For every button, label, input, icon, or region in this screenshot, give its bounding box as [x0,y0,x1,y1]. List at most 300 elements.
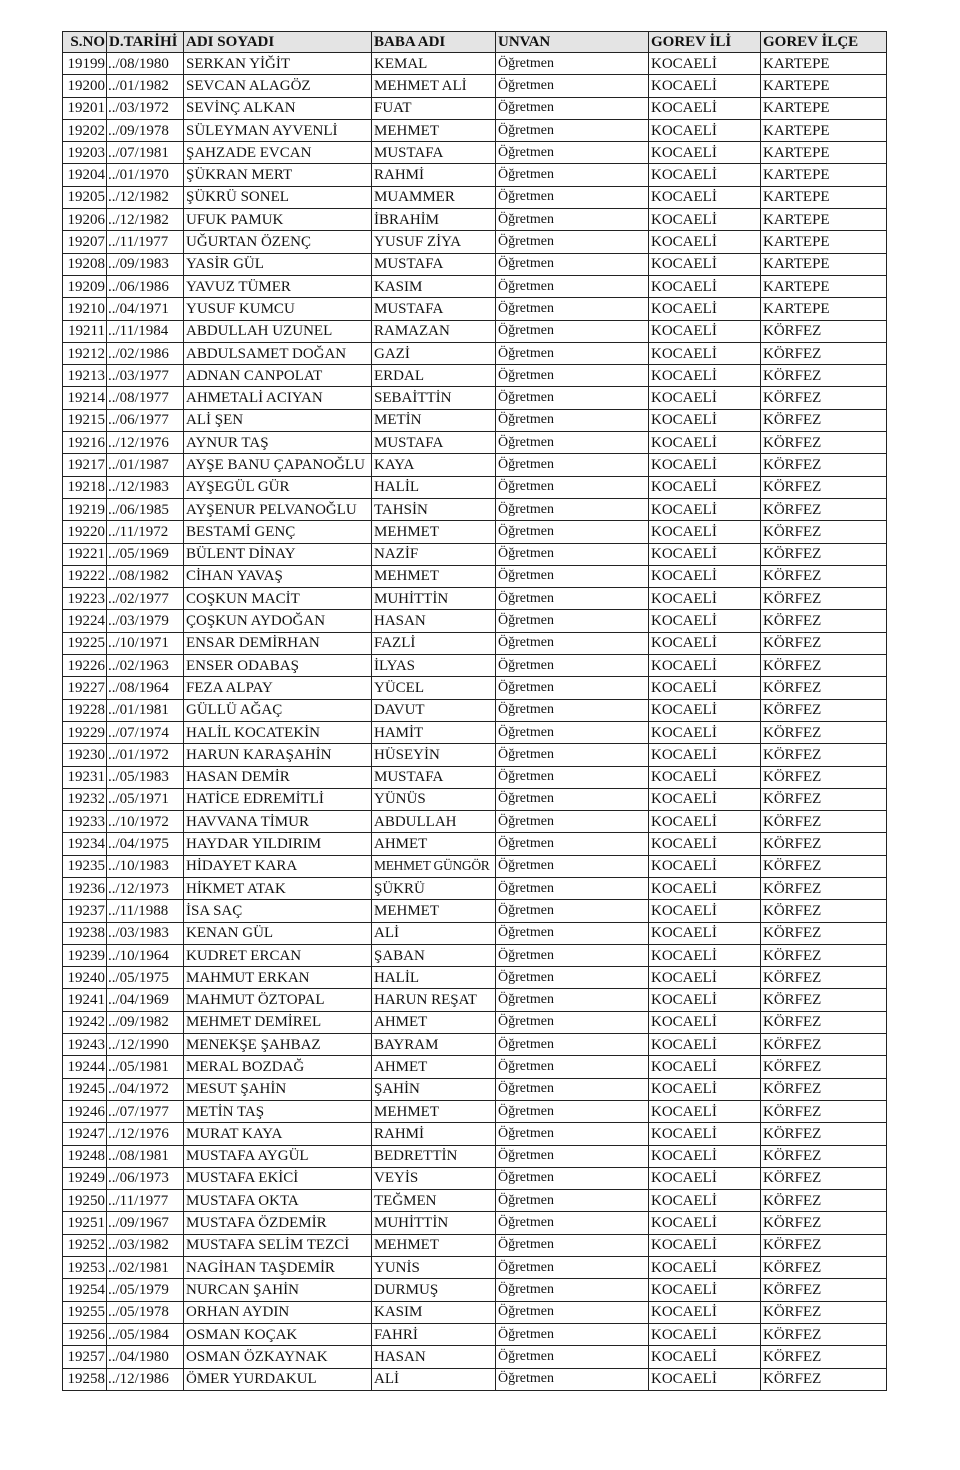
table-row [63,1100,887,1122]
table-row [63,1279,887,1301]
cell-province: KOCAELİ [649,432,761,454]
cell-birth-date: ../02/1977 [107,588,184,610]
cell-district: KARTEPE [761,164,887,186]
cell-father-name: AHMET [372,1011,496,1033]
cell-birth-date: ../04/1980 [107,1346,184,1368]
cell-sno: 19247 [63,1123,107,1145]
table-row [63,632,887,654]
cell-title: Öğretmen [496,275,649,297]
cell-father-name: DURMUŞ [372,1279,496,1301]
cell-district: KÖRFEZ [761,588,887,610]
cell-title: Öğretmen [496,788,649,810]
cell-province: KOCAELİ [649,967,761,989]
table-row [63,1034,887,1056]
cell-father-name: MEHMET GÜNGÖR [372,855,496,877]
cell-sno: 19224 [63,610,107,632]
cell-father-name: ERDAL [372,365,496,387]
cell-district: KÖRFEZ [761,833,887,855]
cell-father-name: RAHMİ [372,1123,496,1145]
cell-birth-date: ../08/1982 [107,565,184,587]
cell-title: Öğretmen [496,342,649,364]
cell-sno: 19254 [63,1279,107,1301]
cell-district: KÖRFEZ [761,365,887,387]
cell-title: Öğretmen [496,454,649,476]
cell-name: YAVUZ TÜMER [184,275,372,297]
cell-name: AYNUR TAŞ [184,432,372,454]
cell-birth-date: ../02/1981 [107,1257,184,1279]
cell-province: KOCAELİ [649,1100,761,1122]
cell-district: KÖRFEZ [761,565,887,587]
cell-title: Öğretmen [496,655,649,677]
cell-father-name: ALİ [372,1368,496,1390]
cell-father-name: DAVUT [372,699,496,721]
cell-birth-date: ../02/1986 [107,342,184,364]
cell-birth-date: ../01/1972 [107,744,184,766]
cell-birth-date: ../06/1986 [107,275,184,297]
cell-province: KOCAELİ [649,632,761,654]
cell-birth-date: ../12/1976 [107,1123,184,1145]
cell-father-name: METİN [372,409,496,431]
cell-birth-date: ../10/1964 [107,944,184,966]
cell-district: KÖRFEZ [761,1301,887,1323]
cell-district: KÖRFEZ [761,521,887,543]
cell-name: AYŞENUR PELVANOĞLU [184,498,372,520]
cell-province: KOCAELİ [649,811,761,833]
cell-title: Öğretmen [496,1212,649,1234]
cell-province: KOCAELİ [649,342,761,364]
cell-birth-date: ../06/1977 [107,409,184,431]
cell-title: Öğretmen [496,253,649,275]
cell-birth-date: ../12/1982 [107,186,184,208]
cell-father-name: KASIM [372,1301,496,1323]
cell-title: Öğretmen [496,409,649,431]
cell-title: Öğretmen [496,1301,649,1323]
table-row [63,766,887,788]
cell-district: KÖRFEZ [761,1011,887,1033]
cell-title: Öğretmen [496,164,649,186]
cell-name: ŞÜKRAN MERT [184,164,372,186]
cell-name: HAYDAR YILDIRIM [184,833,372,855]
cell-sno: 19237 [63,900,107,922]
cell-birth-date: ../04/1972 [107,1078,184,1100]
cell-father-name: ABDULLAH [372,811,496,833]
cell-sno: 19220 [63,521,107,543]
cell-title: Öğretmen [496,811,649,833]
cell-sno: 19229 [63,721,107,743]
cell-district: KÖRFEZ [761,655,887,677]
cell-sno: 19249 [63,1167,107,1189]
cell-district: KARTEPE [761,119,887,141]
table-row [63,543,887,565]
cell-name: ABDULLAH UZUNEL [184,320,372,342]
cell-father-name: KASIM [372,275,496,297]
cell-district: KÖRFEZ [761,387,887,409]
cell-name: ÖMER YURDAKUL [184,1368,372,1390]
cell-father-name: MEHMET [372,1100,496,1122]
cell-name: UĞURTAN ÖZENÇ [184,231,372,253]
cell-province: KOCAELİ [649,1257,761,1279]
table-row [63,53,887,75]
cell-father-name: MUHİTTİN [372,1212,496,1234]
personnel-table [62,31,887,1391]
cell-title: Öğretmen [496,922,649,944]
cell-sno: 19213 [63,365,107,387]
table-row [63,1323,887,1345]
cell-district: KÖRFEZ [761,476,887,498]
cell-name: AHMETALİ ACIYAN [184,387,372,409]
cell-sno: 19214 [63,387,107,409]
table-row [63,365,887,387]
cell-father-name: YÜNÜS [372,788,496,810]
cell-birth-date: ../12/1982 [107,209,184,231]
cell-title: Öğretmen [496,1346,649,1368]
table-row [63,521,887,543]
cell-title: Öğretmen [496,565,649,587]
cell-birth-date: ../08/1980 [107,53,184,75]
cell-title: Öğretmen [496,721,649,743]
cell-name: MESUT ŞAHİN [184,1078,372,1100]
cell-title: Öğretmen [496,1368,649,1390]
table-row [63,186,887,208]
cell-name: MAHMUT ERKAN [184,967,372,989]
cell-province: KOCAELİ [649,833,761,855]
cell-birth-date: ../03/1972 [107,97,184,119]
cell-father-name: GAZİ [372,342,496,364]
cell-birth-date: ../04/1971 [107,298,184,320]
cell-birth-date: ../10/1972 [107,811,184,833]
table-row [63,409,887,431]
cell-sno: 19256 [63,1323,107,1345]
cell-province: KOCAELİ [649,1279,761,1301]
cell-district: KÖRFEZ [761,498,887,520]
table-row [63,788,887,810]
cell-name: MURAT KAYA [184,1123,372,1145]
cell-title: Öğretmen [496,900,649,922]
cell-district: KARTEPE [761,142,887,164]
cell-sno: 19212 [63,342,107,364]
cell-district: KÖRFEZ [761,454,887,476]
cell-title: Öğretmen [496,855,649,877]
cell-title: Öğretmen [496,521,649,543]
cell-province: KOCAELİ [649,588,761,610]
cell-district: KÖRFEZ [761,632,887,654]
cell-birth-date: ../01/1987 [107,454,184,476]
cell-name: SÜLEYMAN AYVENLİ [184,119,372,141]
cell-title: Öğretmen [496,989,649,1011]
cell-birth-date: ../11/1977 [107,231,184,253]
cell-name: ŞAHZADE EVCAN [184,142,372,164]
table-row [63,811,887,833]
cell-sno: 19240 [63,967,107,989]
cell-name: MERAL BOZDAĞ [184,1056,372,1078]
cell-sno: 19226 [63,655,107,677]
cell-province: KOCAELİ [649,610,761,632]
cell-title: Öğretmen [496,1167,649,1189]
cell-district: KÖRFEZ [761,699,887,721]
cell-name: NAGİHAN TAŞDEMİR [184,1257,372,1279]
cell-sno: 19218 [63,476,107,498]
cell-birth-date: ../09/1982 [107,1011,184,1033]
cell-province: KOCAELİ [649,543,761,565]
cell-title: Öğretmen [496,142,649,164]
cell-sno: 19222 [63,565,107,587]
cell-province: KOCAELİ [649,209,761,231]
cell-father-name: MUSTAFA [372,766,496,788]
table-row [63,476,887,498]
cell-name: HAVVANA TİMUR [184,811,372,833]
cell-district: KARTEPE [761,209,887,231]
table-row [63,588,887,610]
cell-province: KOCAELİ [649,1123,761,1145]
cell-name: ALİ ŞEN [184,409,372,431]
cell-title: Öğretmen [496,699,649,721]
cell-title: Öğretmen [496,588,649,610]
cell-father-name: SEBAİTTİN [372,387,496,409]
cell-birth-date: ../05/1969 [107,543,184,565]
table-row [63,1368,887,1390]
cell-province: KOCAELİ [649,944,761,966]
cell-district: KÖRFEZ [761,1145,887,1167]
cell-title: Öğretmen [496,944,649,966]
cell-name: GÜLLÜ AĞAÇ [184,699,372,721]
cell-title: Öğretmen [496,877,649,899]
cell-name: BESTAMİ GENÇ [184,521,372,543]
cell-district: KÖRFEZ [761,900,887,922]
cell-father-name: AHMET [372,833,496,855]
cell-name: SEVCAN ALAGÖZ [184,75,372,97]
table-row [63,922,887,944]
cell-name: ENSER ODABAŞ [184,655,372,677]
cell-sno: 19236 [63,877,107,899]
cell-district: KÖRFEZ [761,409,887,431]
cell-province: KOCAELİ [649,1234,761,1256]
table-header-row [63,32,887,53]
cell-title: Öğretmen [496,1145,649,1167]
cell-father-name: TAHSİN [372,498,496,520]
cell-district: KARTEPE [761,186,887,208]
cell-name: ÇOŞKUN AYDOĞAN [184,610,372,632]
cell-name: NURCAN ŞAHİN [184,1279,372,1301]
cell-sno: 19243 [63,1034,107,1056]
cell-name: OSMAN ÖZKAYNAK [184,1346,372,1368]
cell-birth-date: ../04/1969 [107,989,184,1011]
table-row [63,432,887,454]
cell-title: Öğretmen [496,1100,649,1122]
cell-birth-date: ../03/1977 [107,365,184,387]
cell-father-name: MUSTAFA [372,432,496,454]
cell-birth-date: ../09/1967 [107,1212,184,1234]
cell-birth-date: ../12/1990 [107,1034,184,1056]
cell-name: AYŞEGÜL GÜR [184,476,372,498]
cell-birth-date: ../05/1984 [107,1323,184,1345]
cell-district: KÖRFEZ [761,1234,887,1256]
cell-province: KOCAELİ [649,320,761,342]
cell-district: KARTEPE [761,75,887,97]
cell-name: MEHMET DEMİREL [184,1011,372,1033]
cell-name: FEZA ALPAY [184,677,372,699]
table-row [63,231,887,253]
cell-name: MAHMUT ÖZTOPAL [184,989,372,1011]
header-sno: S.NO [63,32,107,53]
cell-title: Öğretmen [496,766,649,788]
cell-birth-date: ../11/1984 [107,320,184,342]
cell-sno: 19245 [63,1078,107,1100]
cell-sno: 19201 [63,97,107,119]
cell-title: Öğretmen [496,498,649,520]
cell-name: ENSAR DEMİRHAN [184,632,372,654]
cell-district: KÖRFEZ [761,944,887,966]
table-row [63,498,887,520]
cell-sno: 19257 [63,1346,107,1368]
table-row [63,164,887,186]
cell-province: KOCAELİ [649,521,761,543]
table-row [63,833,887,855]
header-district: GOREV İLÇE [761,32,887,53]
cell-title: Öğretmen [496,476,649,498]
cell-name: MUSTAFA SELİM TEZCİ [184,1234,372,1256]
cell-district: KARTEPE [761,253,887,275]
cell-birth-date: ../11/1988 [107,900,184,922]
cell-father-name: ŞABAN [372,944,496,966]
document-page [62,31,887,1391]
cell-name: OSMAN KOÇAK [184,1323,372,1345]
cell-province: KOCAELİ [649,989,761,1011]
cell-sno: 19221 [63,543,107,565]
cell-father-name: ŞAHİN [372,1078,496,1100]
cell-province: KOCAELİ [649,119,761,141]
cell-district: KÖRFEZ [761,1368,887,1390]
cell-father-name: MEHMET [372,119,496,141]
table-row [63,1212,887,1234]
cell-sno: 19216 [63,432,107,454]
table-row [63,342,887,364]
cell-sno: 19207 [63,231,107,253]
cell-father-name: MEHMET [372,900,496,922]
table-row [63,253,887,275]
cell-name: SERKAN YİĞİT [184,53,372,75]
table-body [63,53,887,1391]
cell-name: MUSTAFA ÖZDEMİR [184,1212,372,1234]
cell-province: KOCAELİ [649,1167,761,1189]
cell-title: Öğretmen [496,97,649,119]
cell-father-name: BEDRETTİN [372,1145,496,1167]
cell-father-name: MEHMET [372,565,496,587]
cell-province: KOCAELİ [649,142,761,164]
cell-father-name: HALİL [372,967,496,989]
cell-province: KOCAELİ [649,1323,761,1345]
cell-birth-date: ../05/1975 [107,967,184,989]
cell-sno: 19210 [63,298,107,320]
cell-birth-date: ../12/1976 [107,432,184,454]
cell-district: KÖRFEZ [761,342,887,364]
cell-province: KOCAELİ [649,454,761,476]
cell-province: KOCAELİ [649,186,761,208]
cell-province: KOCAELİ [649,788,761,810]
table-row [63,1145,887,1167]
cell-birth-date: ../03/1983 [107,922,184,944]
cell-province: KOCAELİ [649,275,761,297]
cell-birth-date: ../08/1964 [107,677,184,699]
cell-province: KOCAELİ [649,164,761,186]
cell-birth-date: ../07/1974 [107,721,184,743]
cell-title: Öğretmen [496,744,649,766]
cell-district: KÖRFEZ [761,744,887,766]
cell-birth-date: ../07/1977 [107,1100,184,1122]
cell-sno: 19232 [63,788,107,810]
table-row [63,699,887,721]
cell-title: Öğretmen [496,1034,649,1056]
cell-birth-date: ../05/1971 [107,788,184,810]
cell-father-name: İLYAS [372,655,496,677]
cell-father-name: MUHİTTİN [372,588,496,610]
cell-name: KUDRET ERCAN [184,944,372,966]
cell-sno: 19244 [63,1056,107,1078]
cell-district: KÖRFEZ [761,967,887,989]
cell-province: KOCAELİ [649,1011,761,1033]
cell-name: HİKMET ATAK [184,877,372,899]
cell-province: KOCAELİ [649,1190,761,1212]
cell-sno: 19228 [63,699,107,721]
cell-sno: 19219 [63,498,107,520]
cell-title: Öğretmen [496,298,649,320]
cell-birth-date: ../11/1977 [107,1190,184,1212]
cell-title: Öğretmen [496,610,649,632]
cell-province: KOCAELİ [649,1368,761,1390]
cell-title: Öğretmen [496,967,649,989]
cell-father-name: MEHMET [372,521,496,543]
cell-name: ABDULSAMET DOĞAN [184,342,372,364]
cell-title: Öğretmen [496,119,649,141]
cell-sno: 19248 [63,1145,107,1167]
cell-sno: 19209 [63,275,107,297]
cell-province: KOCAELİ [649,766,761,788]
cell-sno: 19231 [63,766,107,788]
cell-name: CİHAN YAVAŞ [184,565,372,587]
header-name: ADI SOYADI [184,32,372,53]
header-birth-date: D.TARİHİ [107,32,184,53]
cell-province: KOCAELİ [649,498,761,520]
cell-name: ŞÜKRÜ SONEL [184,186,372,208]
table-row [63,1167,887,1189]
cell-sno: 19227 [63,677,107,699]
cell-sno: 19233 [63,811,107,833]
cell-province: KOCAELİ [649,855,761,877]
cell-title: Öğretmen [496,1011,649,1033]
cell-sno: 19225 [63,632,107,654]
cell-title: Öğretmen [496,231,649,253]
cell-birth-date: ../05/1978 [107,1301,184,1323]
cell-province: KOCAELİ [649,53,761,75]
cell-sno: 19199 [63,53,107,75]
cell-sno: 19205 [63,186,107,208]
cell-birth-date: ../09/1983 [107,253,184,275]
cell-birth-date: ../01/1981 [107,699,184,721]
cell-district: KÖRFEZ [761,877,887,899]
cell-title: Öğretmen [496,320,649,342]
cell-birth-date: ../05/1981 [107,1056,184,1078]
cell-sno: 19215 [63,409,107,431]
cell-sno: 19235 [63,855,107,877]
table-row [63,855,887,877]
table-row [63,721,887,743]
cell-province: KOCAELİ [649,877,761,899]
cell-father-name: MEHMET ALİ [372,75,496,97]
cell-sno: 19230 [63,744,107,766]
cell-district: KARTEPE [761,275,887,297]
cell-title: Öğretmen [496,1257,649,1279]
cell-sno: 19203 [63,142,107,164]
cell-father-name: FUAT [372,97,496,119]
